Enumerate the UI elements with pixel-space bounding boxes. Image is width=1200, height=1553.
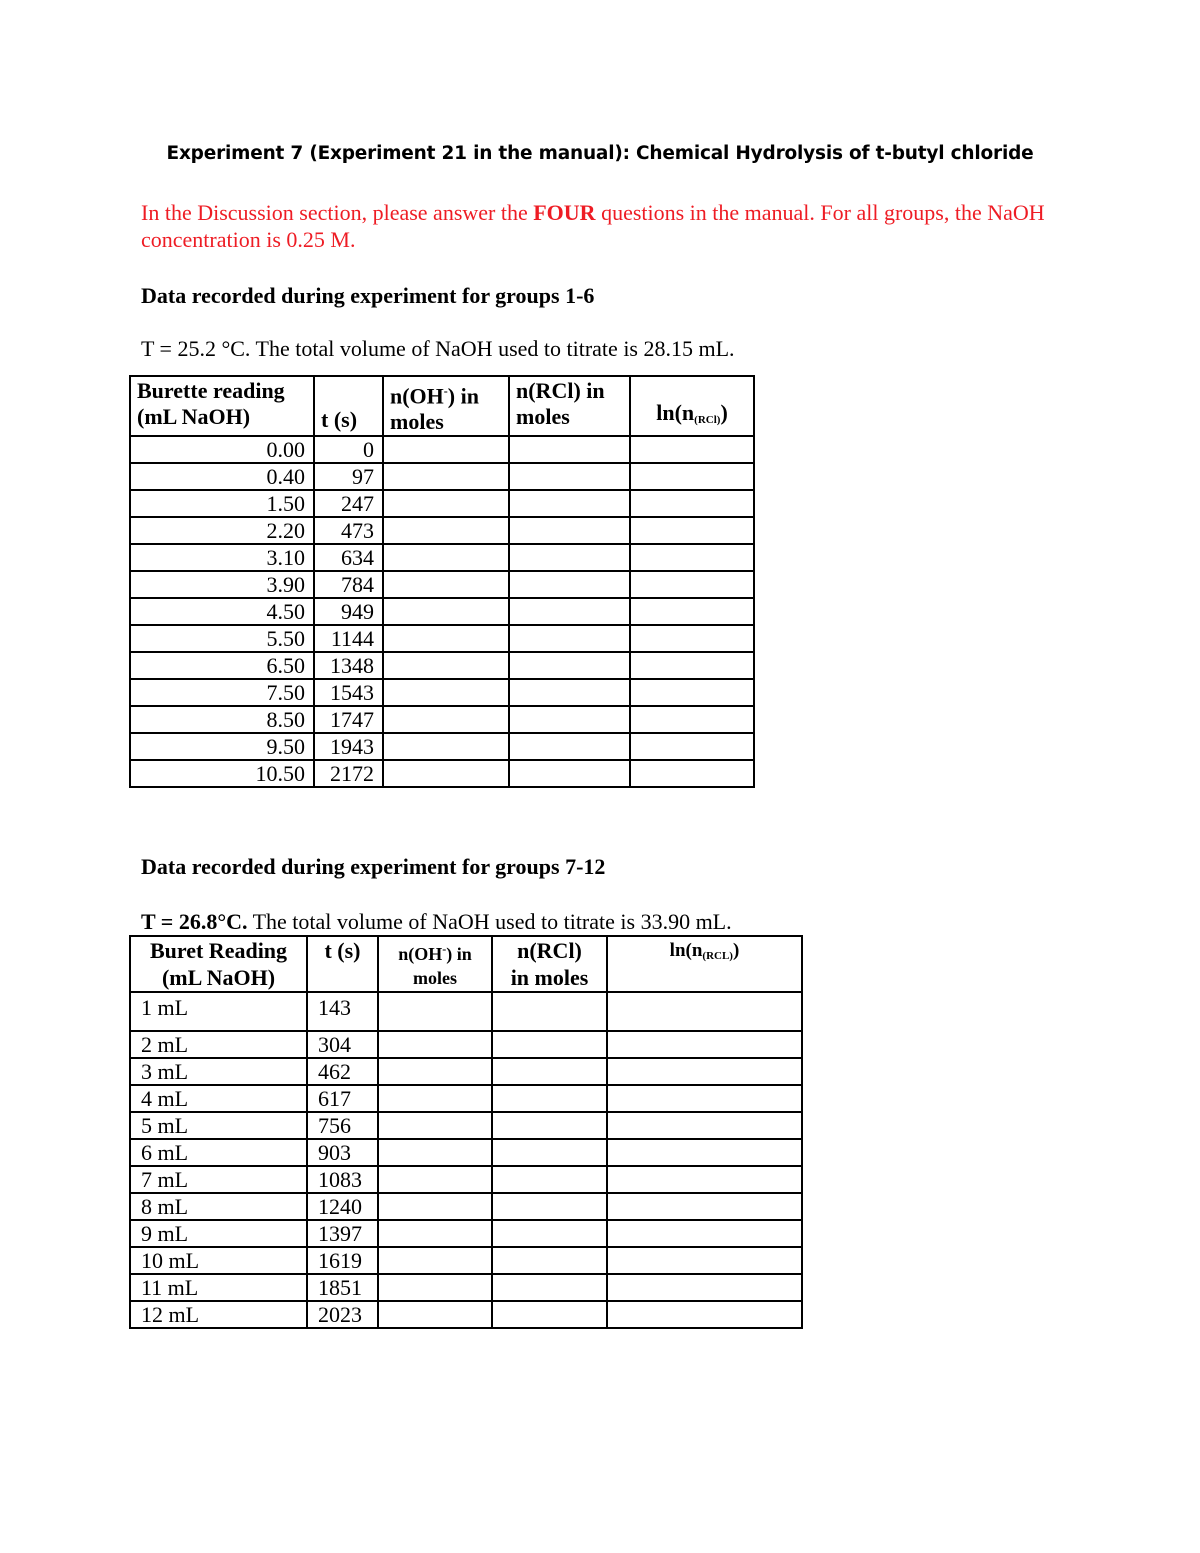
noh-cell — [383, 571, 509, 598]
buret-cell: 9 mL — [130, 1220, 307, 1247]
ln-cell — [630, 490, 754, 517]
table-row — [130, 652, 754, 679]
noh-cell — [383, 733, 509, 760]
ln-cell — [630, 436, 754, 463]
burette-cell: 3.90 — [130, 571, 314, 598]
ln-cell — [630, 733, 754, 760]
time-cell: 1397 — [307, 1220, 378, 1247]
table-row — [130, 1301, 802, 1328]
noh-cell — [383, 625, 509, 652]
ln-cell — [607, 1031, 802, 1058]
noh-cell — [383, 436, 509, 463]
document-title: Experiment 7 (Experiment 21 in the manual): Chemical Hydrolysis of t-butyl chloride — [166, 143, 1034, 164]
table-row — [130, 679, 754, 706]
nrcl-cell — [509, 652, 630, 679]
noh-cell — [378, 1166, 492, 1193]
noh-cell — [378, 1031, 492, 1058]
time-cell: 1240 — [307, 1193, 378, 1220]
data-table-groups-7-12 — [129, 935, 803, 1329]
ln-cell — [607, 1274, 802, 1301]
header-ln: ln(n(RCL)) — [607, 936, 802, 992]
table-row — [130, 571, 754, 598]
table-row — [130, 733, 754, 760]
time-cell: 2023 — [307, 1301, 378, 1328]
ln-cell — [607, 1166, 802, 1193]
nrcl-cell — [509, 679, 630, 706]
nrcl-cell — [492, 1112, 607, 1139]
table-row — [130, 490, 754, 517]
noh-cell — [378, 1193, 492, 1220]
time-cell: 304 — [307, 1031, 378, 1058]
noh-cell — [383, 760, 509, 787]
table-row — [130, 1058, 802, 1085]
burette-cell: 9.50 — [130, 733, 314, 760]
nrcl-cell — [492, 1247, 607, 1274]
table-row — [130, 1139, 802, 1166]
ln-cell — [630, 544, 754, 571]
time-cell: 1619 — [307, 1247, 378, 1274]
nrcl-cell — [492, 1058, 607, 1085]
ln-cell — [630, 679, 754, 706]
time-cell: 2172 — [314, 760, 383, 787]
noh-cell — [383, 490, 509, 517]
burette-cell: 7.50 — [130, 679, 314, 706]
ln-cell — [630, 598, 754, 625]
time-cell: 1083 — [307, 1166, 378, 1193]
nrcl-cell — [509, 733, 630, 760]
ln-cell — [607, 1058, 802, 1085]
buret-cell: 5 mL — [130, 1112, 307, 1139]
ln-cell — [630, 463, 754, 490]
nrcl-cell — [509, 760, 630, 787]
table-row — [130, 760, 754, 787]
table-row — [130, 517, 754, 544]
time-cell: 949 — [314, 598, 383, 625]
ln-cell — [607, 1220, 802, 1247]
table-row — [130, 1112, 802, 1139]
burette-cell: 1.50 — [130, 490, 314, 517]
burette-cell: 3.10 — [130, 544, 314, 571]
buret-cell: 10 mL — [130, 1247, 307, 1274]
time-cell: 1348 — [314, 652, 383, 679]
nrcl-cell — [509, 517, 630, 544]
table-row — [130, 436, 754, 463]
table-row — [130, 1247, 802, 1274]
noh-cell — [378, 1220, 492, 1247]
table-row — [130, 1193, 802, 1220]
ln-cell — [630, 517, 754, 544]
noh-cell — [383, 679, 509, 706]
ln-cell — [607, 1139, 802, 1166]
burette-cell: 4.50 — [130, 598, 314, 625]
ln-cell — [607, 1193, 802, 1220]
noh-cell — [378, 1058, 492, 1085]
nrcl-cell — [492, 1031, 607, 1058]
time-cell: 903 — [307, 1139, 378, 1166]
nrcl-cell — [509, 490, 630, 517]
noh-cell — [378, 1301, 492, 1328]
buret-cell: 1 mL — [130, 992, 307, 1031]
header-burette: Burette reading (mL NaOH) — [130, 376, 314, 436]
note-part1: In the Discussion section, please answer the — [141, 200, 534, 225]
noh-cell — [378, 1247, 492, 1274]
nrcl-cell — [492, 1193, 607, 1220]
buret-cell: 8 mL — [130, 1193, 307, 1220]
noh-cell — [378, 992, 492, 1031]
noh-cell — [378, 1139, 492, 1166]
header-time: t (s) — [314, 376, 383, 436]
time-cell: 473 — [314, 517, 383, 544]
table-header-row — [130, 936, 802, 992]
header-noh: n(OH-) in moles — [378, 936, 492, 992]
buret-cell: 11 mL — [130, 1274, 307, 1301]
section2-conditions: T = 26.8°C. The total volume of NaOH used to titrate is 33.90 mL. — [141, 909, 732, 934]
nrcl-cell — [492, 1139, 607, 1166]
burette-cell: 10.50 — [130, 760, 314, 787]
burette-cell: 2.20 — [130, 517, 314, 544]
section1-conditions: T = 25.2 °C. The total volume of NaOH used to titrate is 28.15 mL. — [141, 336, 735, 361]
noh-cell — [383, 463, 509, 490]
burette-cell: 5.50 — [130, 625, 314, 652]
ln-cell — [630, 571, 754, 598]
buret-cell: 12 mL — [130, 1301, 307, 1328]
table-header-row — [130, 376, 754, 436]
noh-cell — [383, 544, 509, 571]
table-row — [130, 463, 754, 490]
nrcl-cell — [509, 544, 630, 571]
note-emphasis: FOUR — [533, 200, 596, 225]
ln-cell — [630, 706, 754, 733]
buret-cell: 3 mL — [130, 1058, 307, 1085]
nrcl-cell — [492, 1085, 607, 1112]
time-cell: 1747 — [314, 706, 383, 733]
burette-cell: 0.00 — [130, 436, 314, 463]
table-row — [130, 598, 754, 625]
ln-cell — [607, 1301, 802, 1328]
ln-cell — [607, 1247, 802, 1274]
ln-cell — [607, 992, 802, 1031]
time-cell: 143 — [307, 992, 378, 1031]
time-cell: 1851 — [307, 1274, 378, 1301]
nrcl-cell — [492, 992, 607, 1031]
section1-heading: Data recorded during experiment for groups 1-6 — [141, 283, 595, 308]
buret-cell: 7 mL — [130, 1166, 307, 1193]
header-ln: ln(n(RCl)) — [630, 376, 754, 436]
buret-cell: 6 mL — [130, 1139, 307, 1166]
nrcl-cell — [492, 1274, 607, 1301]
nrcl-cell — [509, 598, 630, 625]
nrcl-cell — [509, 463, 630, 490]
table-row — [130, 1220, 802, 1247]
buret-cell: 2 mL — [130, 1031, 307, 1058]
data-table-groups-1-6 — [129, 375, 755, 788]
ln-cell — [630, 652, 754, 679]
time-cell: 634 — [314, 544, 383, 571]
header-nrcl: n(RCl) in moles — [492, 936, 607, 992]
nrcl-cell — [492, 1220, 607, 1247]
noh-cell — [383, 598, 509, 625]
burette-cell: 8.50 — [130, 706, 314, 733]
burette-cell: 6.50 — [130, 652, 314, 679]
nrcl-cell — [509, 571, 630, 598]
header-noh: n(OH-) in moles — [383, 376, 509, 436]
time-cell: 1543 — [314, 679, 383, 706]
time-cell: 784 — [314, 571, 383, 598]
nrcl-cell — [492, 1166, 607, 1193]
time-cell: 617 — [307, 1085, 378, 1112]
nrcl-cell — [509, 625, 630, 652]
header-buret: Buret Reading (mL NaOH) — [130, 936, 307, 992]
time-cell: 1144 — [314, 625, 383, 652]
ln-cell — [607, 1085, 802, 1112]
burette-cell: 0.40 — [130, 463, 314, 490]
noh-cell — [383, 706, 509, 733]
table-row — [130, 1031, 802, 1058]
ln-cell — [607, 1112, 802, 1139]
time-cell: 462 — [307, 1058, 378, 1085]
table-row — [130, 625, 754, 652]
time-cell: 247 — [314, 490, 383, 517]
table-row — [130, 992, 802, 1031]
ln-cell — [630, 625, 754, 652]
note-part2: questions in the manual. For all groups, the NaOH concentration is 0.25 M. — [141, 200, 1045, 252]
header-time: t (s) — [307, 936, 378, 992]
section2-heading: Data recorded during experiment for groups 7-12 — [141, 854, 606, 879]
noh-cell — [383, 517, 509, 544]
table-row — [130, 1274, 802, 1301]
noh-cell — [378, 1112, 492, 1139]
noh-cell — [383, 652, 509, 679]
noh-cell — [378, 1274, 492, 1301]
time-cell: 756 — [307, 1112, 378, 1139]
ln-cell — [630, 760, 754, 787]
table-row — [130, 1085, 802, 1112]
table-row — [130, 544, 754, 571]
table-row — [130, 706, 754, 733]
nrcl-cell — [509, 706, 630, 733]
noh-cell — [378, 1085, 492, 1112]
table-row — [130, 1166, 802, 1193]
instruction-note — [141, 199, 1081, 253]
buret-cell: 4 mL — [130, 1085, 307, 1112]
time-cell: 0 — [314, 436, 383, 463]
nrcl-cell — [509, 436, 630, 463]
time-cell: 97 — [314, 463, 383, 490]
nrcl-cell — [492, 1301, 607, 1328]
header-nrcl: n(RCl) in moles — [509, 376, 630, 436]
time-cell: 1943 — [314, 733, 383, 760]
